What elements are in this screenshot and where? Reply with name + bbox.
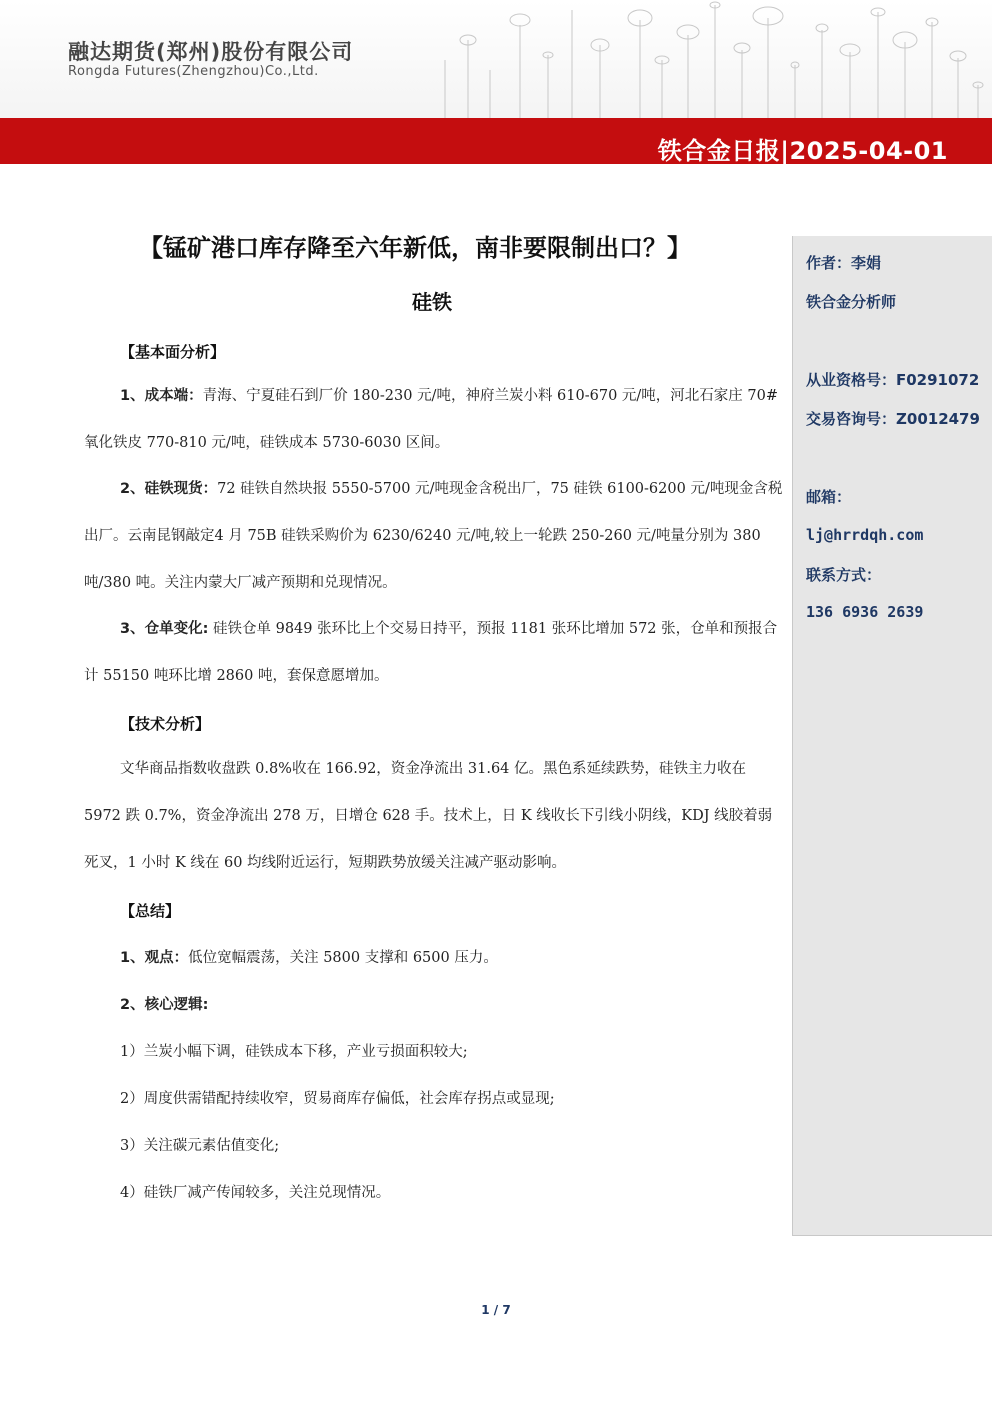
spot-paragraph bbox=[84, 466, 784, 607]
spot-text: 72 硅铁自然块报 5550-5700 元/吨现金含税出厂，75 硅铁 6100-6200 元/吨现金含税出厂。云南昆钢敲定4 月 75B 硅铁采购价为 6230/6240 元/吨,较上一轮跌 250-260 元/吨量分别为 380 吨/380 吨。关注内蒙大厂减产预期和兑现情况。 bbox=[84, 481, 783, 591]
section-fundamental: 【基本面分析】 bbox=[120, 343, 226, 361]
view-lead: 1、观点： bbox=[120, 950, 189, 966]
author-role: 铁合金分析师 bbox=[806, 293, 897, 311]
phone-number: 136 6936 2639 bbox=[806, 603, 924, 621]
article-subtitle: 硅铁 bbox=[412, 290, 452, 314]
company-name-cn: 融达期货(郑州)股份有限公司 bbox=[68, 40, 354, 64]
report-title: 铁合金日报|2025-04-01 bbox=[657, 137, 948, 165]
consult-number: 交易咨询号：Z0012479 bbox=[806, 410, 980, 428]
cost-lead: 1、成本端： bbox=[120, 388, 203, 404]
author-name: 作者：李娟 bbox=[806, 254, 882, 272]
email-label: 邮箱： bbox=[806, 488, 852, 506]
page-header bbox=[0, 0, 992, 165]
view-line bbox=[120, 946, 498, 967]
view-text: 低位宽幅震荡，关注 5800 支撑和 6500 压力。 bbox=[188, 950, 498, 966]
logic-item: 4）硅铁厂减产传闻较多，关注兑现情况。 bbox=[120, 1185, 391, 1201]
logic-lead: 2、核心逻辑: bbox=[120, 997, 209, 1013]
company-name-en: Rongda Futures(Zhengzhou)Co.,Ltd. bbox=[68, 64, 319, 79]
author-sidebar bbox=[792, 236, 992, 1236]
logic-item: 2）周度供需错配持续收窄，贸易商库存偏低，社会库存拐点或显现; bbox=[120, 1091, 555, 1107]
contact-label: 联系方式： bbox=[806, 566, 882, 584]
technical-paragraph: 文华商品指数收盘跌 0.8%收在 166.92，资金净流出 31.64 亿。黑色系延续跌势，硅铁主力收在 5972 跌 0.7%，资金净流出 278 万，日增仓 628 手。技术上，日 K 线收长下引线小阴线，KDJ 线胶着弱死叉，1 小时 K 线在 60 均线附近运行，短期跌势放缓关注减产驱动影响。 bbox=[84, 761, 773, 871]
section-technical: 【技术分析】 bbox=[120, 715, 211, 733]
warrant-paragraph bbox=[84, 606, 784, 700]
cost-paragraph bbox=[84, 373, 784, 467]
email-link[interactable]: lj@hrrdqh.com bbox=[806, 526, 924, 544]
logic-item: 3）关注碳元素估值变化; bbox=[120, 1138, 280, 1154]
logic-heading bbox=[120, 993, 208, 1014]
spot-lead: 2、硅铁现货： bbox=[120, 481, 218, 497]
warrant-text: 硅铁仓单 9849 张环比上个交易日持平，预报 1181 张环比增加 572 张，仓单和预报合计 55150 吨环比增 2860 吨，套保意愿增加。 bbox=[84, 621, 778, 684]
logic-item: 1）兰炭小幅下调，硅铁成本下移，产业亏损面积较大; bbox=[120, 1044, 468, 1060]
page-number: 1 / 7 bbox=[481, 1303, 511, 1317]
qualification-number: 从业资格号：F0291072 bbox=[806, 371, 980, 389]
section-summary: 【总结】 bbox=[120, 902, 181, 920]
article-title: 【锰矿港口库存降至六年新低，南非要限制出口？】 bbox=[139, 234, 691, 262]
warrant-lead: 3、仓单变化: bbox=[120, 621, 209, 637]
cost-text: 青海、宁夏硅石到厂价 180-230 元/吨，神府兰炭小料 610-670 元/吨，河北石家庄 70#氧化铁皮 770-810 元/吨，硅铁成本 5730-6030 区间。 bbox=[84, 388, 779, 451]
